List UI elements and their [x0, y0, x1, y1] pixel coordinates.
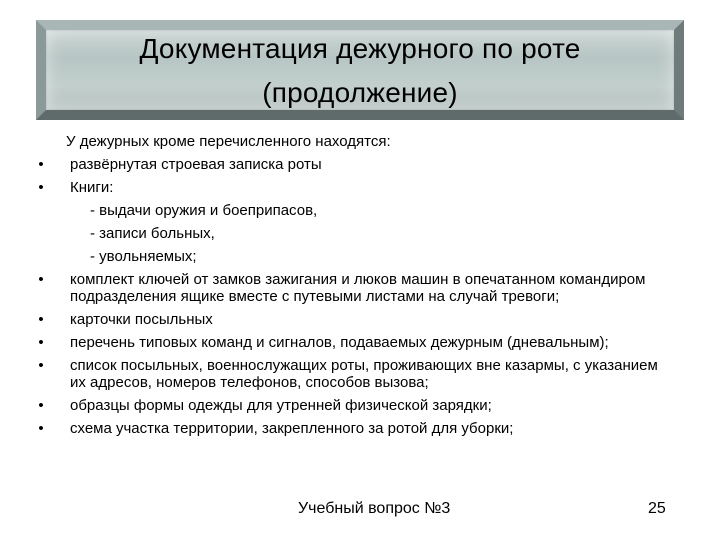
bullet-icon: •: [38, 334, 44, 351]
sub-list-item: - увольняемых;: [90, 248, 197, 265]
bullet-icon: •: [38, 311, 44, 328]
list-item-text: развёрнутая строевая записка роты: [70, 156, 322, 173]
slide-title-line-1: Документация дежурного по роте: [139, 33, 581, 64]
page-number: 25: [648, 500, 666, 517]
list-item: [36, 334, 676, 351]
list-item-text: схема участка территории, закрепленного за ротой для уборки;: [70, 420, 514, 437]
list-item: [36, 420, 676, 437]
list-item: [36, 271, 676, 305]
list-item-text: карточки посыльных: [70, 311, 213, 328]
bullet-icon: •: [38, 357, 44, 374]
list-item-text: образцы формы одежды для утренней физической зарядки;: [70, 397, 492, 414]
list-item: [36, 311, 676, 328]
list-item: [36, 397, 676, 414]
list-item-text: Книги:: [70, 179, 114, 196]
list-item-text: список посыльных, военнослужащих роты, проживающих вне казармы, с указанием их адресов, номеров телефонов, способов вызова;: [70, 357, 658, 391]
bullet-icon: •: [38, 397, 44, 414]
bullet-icon: •: [38, 420, 44, 437]
intro-text: У дежурных кроме перечисленного находятся:: [66, 133, 391, 150]
list-item: [36, 179, 676, 196]
slide-content: [36, 133, 676, 443]
bullet-icon: •: [38, 179, 44, 196]
list-item-text: комплект ключей от замков зажигания и люков машин в опечатанном командиром подразделения ящике вместе с путевыми листами на случай тревоги;: [70, 271, 646, 305]
list-item: [36, 357, 676, 391]
slide-title-line-2: (продолжение): [262, 77, 458, 108]
list-item: [36, 156, 676, 173]
sub-list-item: - выдачи оружия и боеприпасов,: [90, 202, 318, 219]
title-banner: [36, 20, 684, 120]
bullet-icon: •: [38, 271, 44, 288]
sub-list-item: - записи больных,: [90, 225, 215, 242]
footer-topic: Учебный вопрос №3: [298, 500, 451, 517]
list-item-text: перечень типовых команд и сигналов, подаваемых дежурным (дневальным);: [70, 334, 609, 351]
bullet-icon: •: [38, 156, 44, 173]
